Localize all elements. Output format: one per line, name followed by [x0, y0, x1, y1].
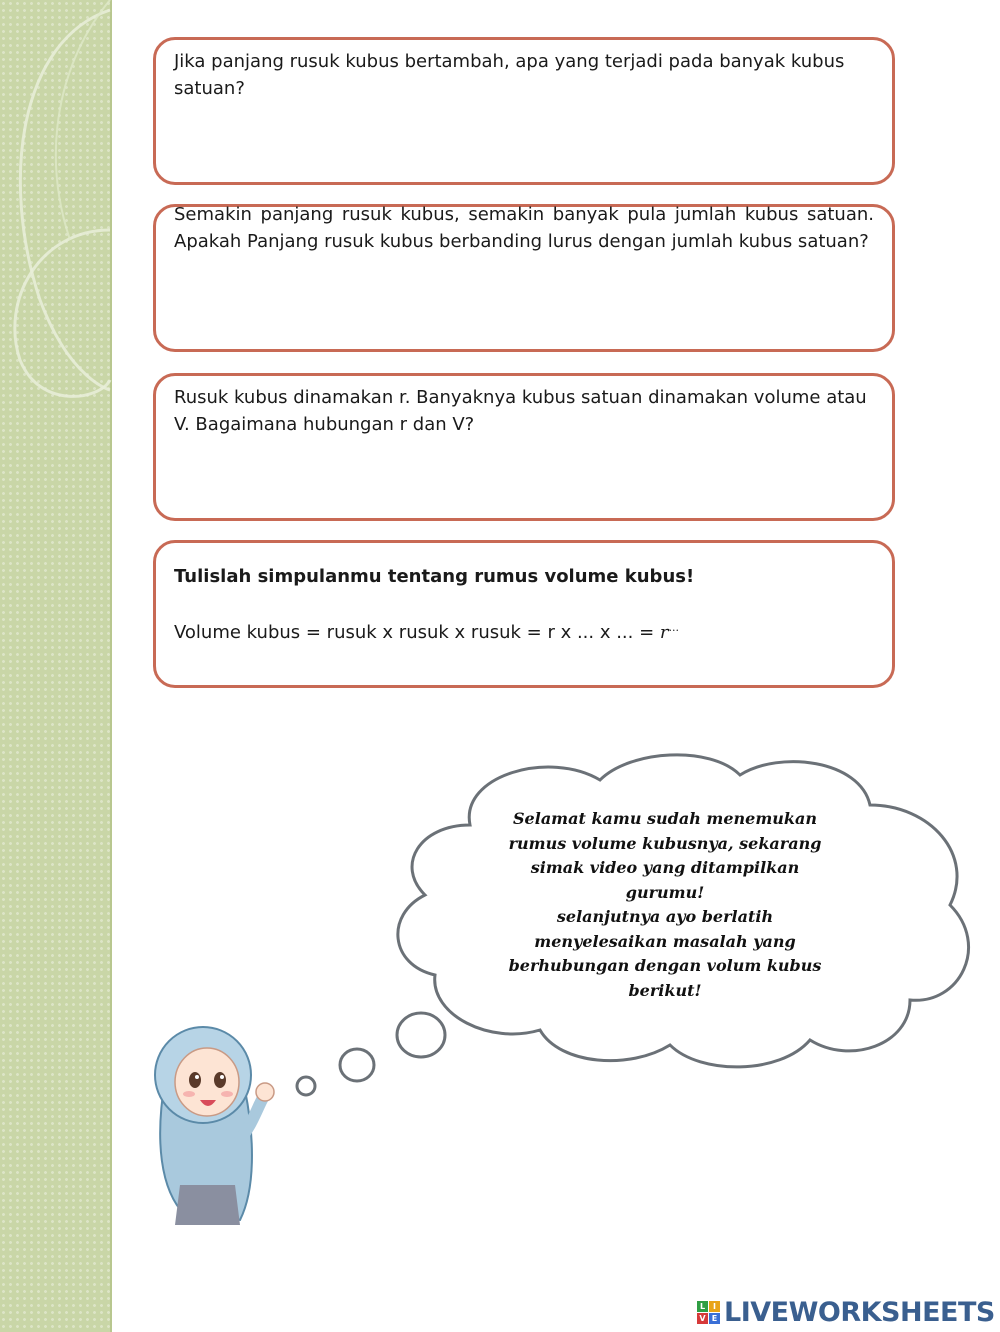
logo-letter-l: L [697, 1301, 708, 1312]
logo-letter-i: I [709, 1301, 720, 1312]
thought-cloud [290, 745, 990, 1115]
question-box-2 [153, 204, 895, 352]
side-panel [0, 0, 112, 1332]
volume-formula [174, 614, 874, 646]
formula-exponent: ... [668, 621, 680, 634]
brand-name: LIVEWORKSHEETS [724, 1296, 995, 1328]
brand-logo-icon [697, 1301, 720, 1324]
question-box-1 [153, 37, 895, 185]
question-text-2: Semakin panjang rusuk kubus, semakin banyak pula jumlah kubus satuan. Apakah Panjang rusuk kubus berbanding lurus dengan jumlah kubus satuan? [174, 204, 874, 252]
question-text-3: Rusuk kubus dinamakan r. Banyaknya kubus satuan dinamakan volume atau V. Bagaimana hubungan r dan V? [174, 387, 867, 435]
cloud-message-text: Selamat kamu sudah menemukan rumus volume kubusnya, sekarang simak video yang ditampilkan gurumu! selanjutnya ayo berlatih menyelesaikan masalah yang berhubungan dengan volum kubus berikut! [508, 809, 822, 1000]
formula-power [660, 622, 679, 643]
liveworksheets-brand[interactable] [697, 1296, 995, 1328]
formula-base: r [659, 622, 669, 643]
formula-text: Volume kubus = rusuk x rusuk x rusuk = r x ... x ... = [174, 622, 660, 643]
logo-letter-v: V [697, 1313, 708, 1324]
decorative-swirl [0, 0, 112, 1332]
cloud-message [485, 807, 845, 1003]
girl-illustration [145, 1020, 295, 1225]
question-box-3 [153, 373, 895, 521]
logo-letter-e: E [709, 1313, 720, 1324]
conclusion-heading: Tulislah simpulanmu tentang rumus volume kubus! [174, 566, 695, 587]
conclusion-box [153, 540, 895, 688]
question-text-1: Jika panjang rusuk kubus bertambah, apa yang terjadi pada banyak kubus satuan? [174, 51, 845, 99]
